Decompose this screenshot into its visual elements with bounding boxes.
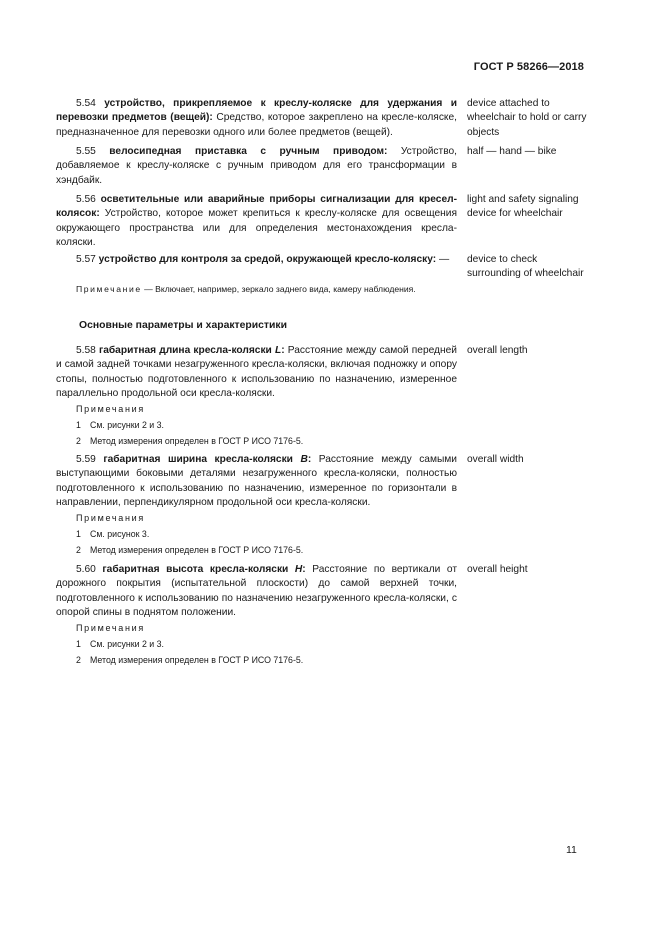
section-title: Основные параметры и характеристики bbox=[79, 320, 287, 331]
notes-label: Примечания bbox=[76, 623, 145, 633]
term-title: осветительные или аварийные приборы сигнализации для кресел-колясок: bbox=[56, 194, 457, 220]
term-number: 5.54 bbox=[76, 98, 96, 109]
term-entry-5-59 bbox=[56, 453, 457, 510]
page-number: 11 bbox=[566, 844, 577, 856]
term-entry-5-54 bbox=[56, 97, 457, 140]
term-definition: Расстояние между самыми выступающими боковыми деталями незагруженного кресла-коляски, полностью подготовленного к использованию по назначению, измеренное по горизонтали в направлении, перпендикулярном продольной оси кресла-коляски. bbox=[56, 454, 457, 508]
term-number: 5.59 bbox=[76, 454, 96, 465]
note-label: Примечание bbox=[76, 284, 142, 294]
term-english-5-57: device to check surrounding of wheelchair bbox=[467, 254, 584, 280]
term-definition: Средство, которое закреплено на кресле-коляске, предназначенное для перевозки одного или более предметов (вещей). bbox=[56, 112, 457, 138]
term-english-5-59: overall width bbox=[467, 454, 524, 465]
term-title: велосипедная приставка с ручным приводом: bbox=[109, 146, 388, 157]
term-title: габаритная высота кресла-коляски H: bbox=[102, 564, 306, 575]
note-text: — Включает, например, зеркало заднего вида, камеру наблюдения. bbox=[144, 284, 416, 294]
term-note-5-57 bbox=[56, 283, 457, 296]
term-english-5-58: overall length bbox=[467, 345, 528, 356]
term-title: устройство, прикрепляемое к креслу-коляске для удержания и перевозки предметов (вещей): bbox=[56, 98, 457, 124]
term-title: устройство для контроля за средой, окружающей кресло-коляску: bbox=[98, 254, 437, 265]
term-definition: Устройство, добавляемое к креслу-коляске с ручным приводом для его трансформации в хэндбайк. bbox=[56, 146, 457, 186]
note-item: 1 См. рисунок 3. bbox=[76, 529, 150, 539]
term-symbol: L bbox=[274, 345, 282, 356]
note-item: 2 Метод измерения определен в ГОСТ Р ИСО 7176-5. bbox=[76, 545, 304, 555]
term-entry-5-60 bbox=[56, 563, 457, 620]
term-symbol: H bbox=[294, 564, 303, 575]
term-definition: Устройство, которое может крепиться к креслу-коляске для освещения окружающего пространства или для определения местонахождения кресла-коляски. bbox=[56, 208, 457, 248]
term-english-5-56: light and safety signaling device for wheelchair bbox=[467, 194, 579, 220]
note-item: 1 См. рисунки 2 и 3. bbox=[76, 639, 164, 649]
note-item: 1 См. рисунки 2 и 3. bbox=[76, 420, 164, 430]
term-number: 5.58 bbox=[76, 345, 96, 356]
term-number: 5.60 bbox=[76, 564, 96, 575]
term-title: габаритная ширина кресла-коляски B: bbox=[103, 454, 312, 465]
term-definition: Расстояние между самой передней и самой задней точками незагруженного кресла-коляски, включая подножку и опору стопы, полностью подготовленного к использованию по назначению, измеренное параллельно продольной оси кресла-коляски. bbox=[56, 345, 457, 399]
term-number: 5.57 bbox=[76, 254, 96, 265]
term-definition: Расстояние по вертикали от дорожного покрытия (испытательной плоскости) до самой верхней точки, подготовленного к использованию по назначению незагруженного кресла-коляски, с опорой спины в поднятом положении. bbox=[56, 564, 457, 618]
term-english-5-55: half — hand — bike bbox=[467, 146, 557, 157]
notes-label: Примечания bbox=[76, 404, 145, 414]
term-english-5-60: overall height bbox=[467, 564, 528, 575]
document-id: ГОСТ Р 58266—2018 bbox=[473, 61, 584, 73]
notes-label: Примечания bbox=[76, 513, 145, 523]
term-entry-5-56 bbox=[56, 193, 457, 250]
term-title: габаритная длина кресла-коляски L: bbox=[98, 345, 285, 356]
term-entry-5-58 bbox=[56, 344, 457, 401]
note-item: 2 Метод измерения определен в ГОСТ Р ИСО 7176-5. bbox=[76, 655, 304, 665]
term-definition: — bbox=[438, 254, 450, 265]
term-number: 5.55 bbox=[76, 146, 96, 157]
term-entry-5-57 bbox=[56, 253, 457, 267]
term-entry-5-55 bbox=[56, 145, 457, 188]
term-number: 5.56 bbox=[76, 194, 96, 205]
note-item: 2 Метод измерения определен в ГОСТ Р ИСО 7176-5. bbox=[76, 436, 304, 446]
term-english-5-54: device attached to wheelchair to hold or carry objects bbox=[467, 98, 587, 138]
term-symbol: B bbox=[300, 454, 308, 465]
